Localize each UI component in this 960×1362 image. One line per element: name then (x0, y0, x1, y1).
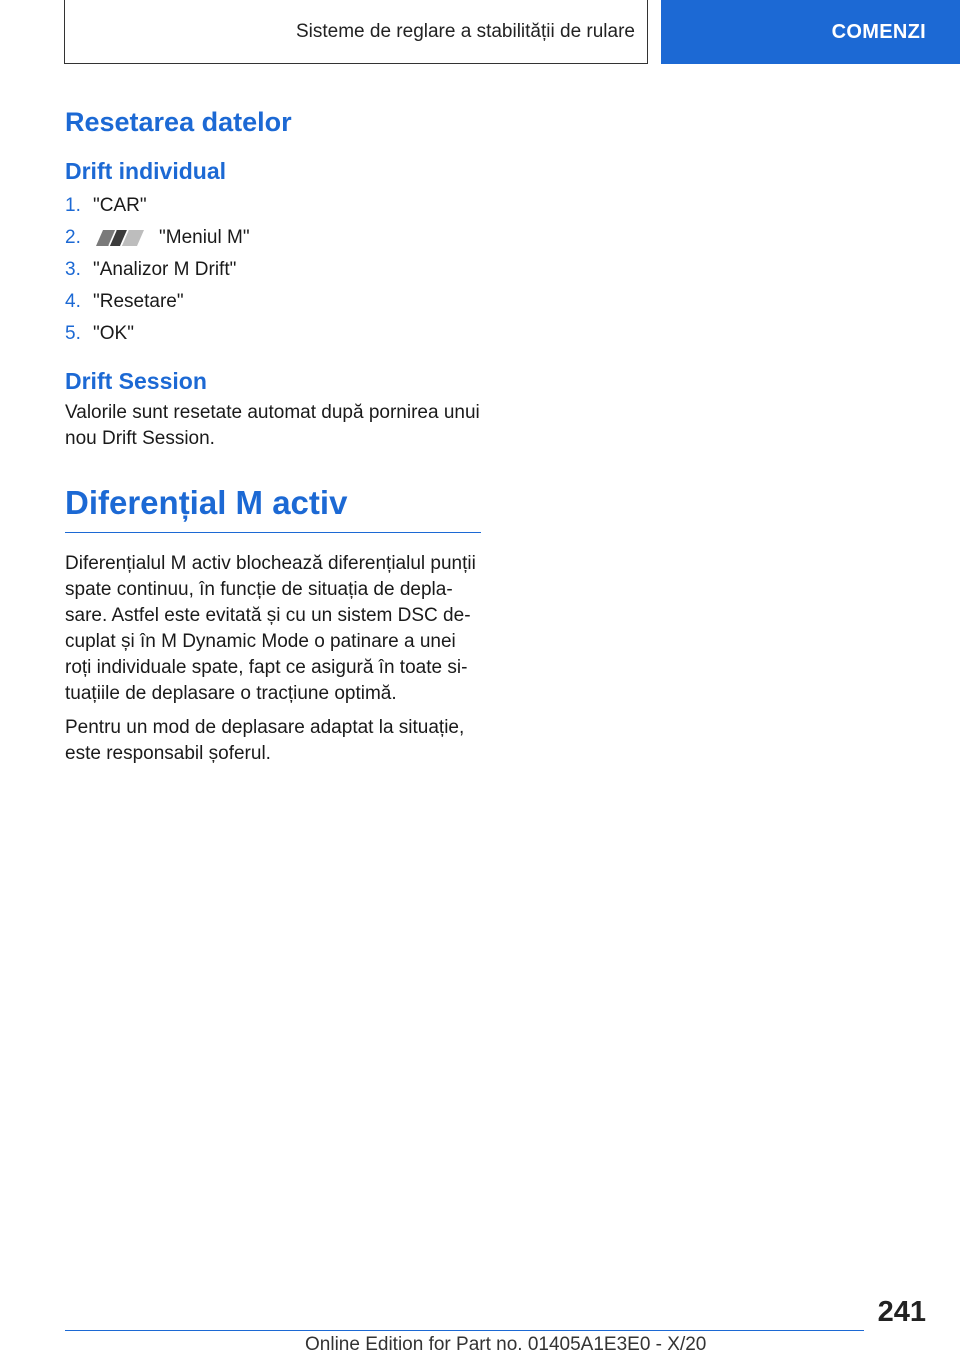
list-item (65, 318, 481, 350)
step-number: 5. (65, 323, 81, 344)
footer-divider (65, 1330, 864, 1331)
drift-individual-title: Drift individual (65, 158, 226, 184)
drift-session-body: Valorile sunt resetate automat după pornirea unui nou Drift Session. (65, 402, 480, 449)
list-item (65, 190, 481, 222)
step-text: "OK" (93, 323, 134, 344)
header-section-title: Sisteme de reglare a stabilității de rulare (295, 20, 635, 42)
step-number: 2. (65, 227, 81, 248)
differential-paragraph-2: Pentru un mod de deplasare adaptat la situație, este responsabil șoferul. (65, 717, 465, 764)
drift-session-title: Drift Session (65, 368, 207, 394)
step-number: 4. (65, 291, 81, 312)
page-number: 241 (877, 1296, 926, 1328)
step-number: 1. (65, 195, 81, 216)
step-text: "Resetare" (93, 291, 184, 312)
footer-edition-text: Online Edition for Part no. 01405A1E3E0 - X/20 (305, 1334, 707, 1355)
reset-section-title: Resetarea datelor (65, 107, 292, 137)
step-text: "CAR" (93, 195, 147, 216)
list-item (65, 254, 481, 286)
step-text: "Analizor M Drift" (93, 259, 237, 280)
differential-section-title: Diferențial M activ (65, 478, 481, 533)
step-text: "Meniul M" (159, 227, 250, 248)
header-section-title-box (64, 0, 648, 64)
header-tab-label: COMENZI (831, 20, 926, 43)
list-item (65, 222, 481, 254)
drift-individual-steps (65, 190, 481, 350)
header-tab-comenzi[interactable] (661, 0, 960, 64)
main-content (65, 96, 481, 775)
list-item (65, 286, 481, 318)
differential-paragraph-1: Diferențialul M activ blochează diferențialul punții spate continuu, în funcție de situația de deplasare. Astfel este evitată și cu un sistem DSC decuplat și în M Dynamic Mode o patinare a unei roți individuale spate, fapt ce asigură în toate situațiile de deplasare o tracțiune optimă. (65, 553, 476, 704)
step-number: 3. (65, 259, 81, 280)
m-menu-logo-icon (95, 229, 145, 247)
